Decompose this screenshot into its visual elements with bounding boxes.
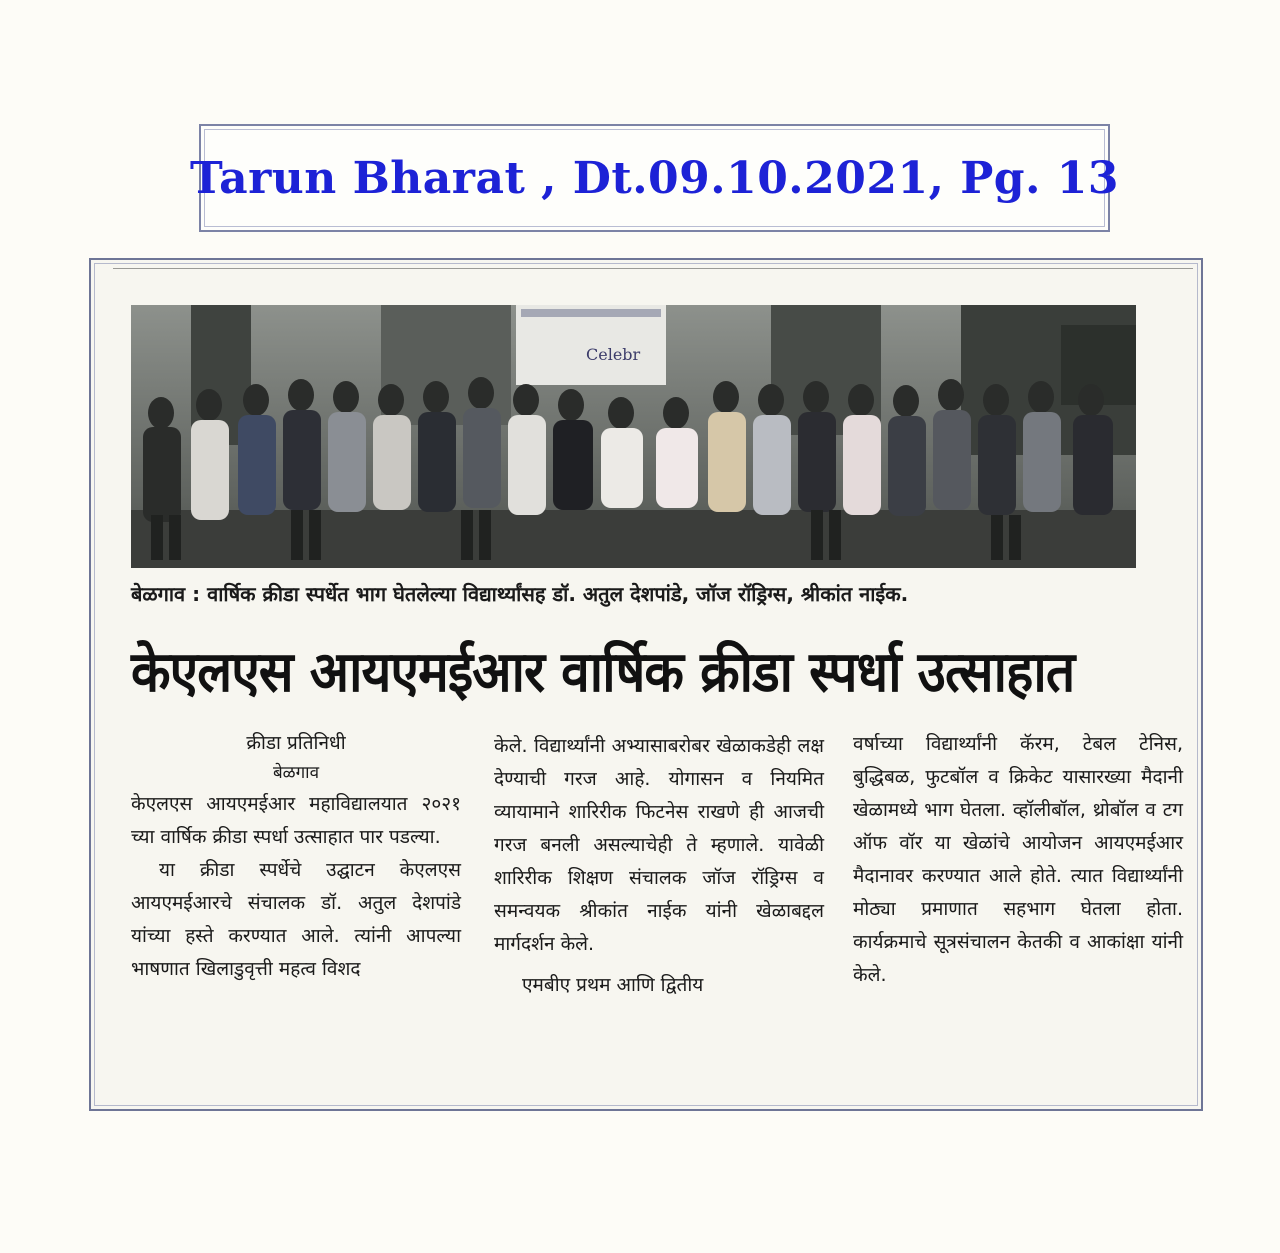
article-column-1 <box>131 728 461 986</box>
paragraph: केले. विद्यार्थ्यांनी अभ्यासाबरोबर खेळाकडेही लक्ष देण्याची गरज आहे. योगासन व नियमित व्यायामाने शारिरीक फिटनेस राखणे ही आजची गरज बनली असल्याचेही ते म्हणाले. यावेळी शारिरीक शिक्षण संचालक जॉज रॉड्रिग्स व समन्वयक श्रीकांत नाईक यांनी खेळाबद्दल मार्गदर्शन केले. <box>494 735 824 955</box>
dateline: बेळगाव <box>272 763 320 783</box>
article-headline: केएलएस आयएमईआर वार्षिक क्रीडा स्पर्धा उत्साहात <box>131 640 1075 705</box>
paragraph: केएलएस आयएमईआर महाविद्यालयात २०२१ च्या वार्षिक क्रीडा स्पर्धा उत्साहात पार पडल्या. <box>131 793 461 848</box>
photo-caption: बेळगाव : वार्षिक क्रीडा स्पर्धेत भाग घेतलेल्या विद्यार्थ्यांसह डॉ. अतुल देशपांडे, जॉज रॉड्रिग्स, श्रीकांत नाईक. <box>131 582 909 606</box>
paragraph: वर्षाच्या विद्यार्थ्यांनी कॅरम, टेबल टेनिस, बुद्धिबळ, फुटबॉल व क्रिकेट यासारख्या मैदानी खेळामध्ये भाग घेतला. व्हॉलीबॉल, थ्रोबॉल व टग ऑफ वॉर या खेळांचे आयोजन आयएमईआर मैदानावर करण्यात आले होते. त्यात विद्यार्थ्यांनी मोठ्या प्रमाणात सहभाग घेतला होता. कार्यक्रमाचे सूत्रसंचालन केतकी व आकांक्षा यांनी केले. <box>853 733 1183 986</box>
banner-text: Celebr <box>586 345 641 364</box>
paragraph: या क्रीडा स्पर्धेचे उद्घाटन केएलएस आयएमईआरचे संचालक डॉ. अतुल देशपांडे यांच्या हस्ते करण्यात आले. त्यांनी आपल्या भाषणात खिलाडुवृत्ती महत्व विशद <box>131 859 461 980</box>
article-column-3 <box>853 728 1183 992</box>
article-column-2 <box>494 730 824 1002</box>
byline: क्रीडा प्रतिनिधी <box>246 732 346 754</box>
header-box <box>190 124 1119 232</box>
paragraph: एमबीए प्रथम आणि द्वितीय <box>522 974 704 996</box>
page-title: Tarun Bharat , Dt.09.10.2021, Pg. 13 <box>190 152 1119 204</box>
newspaper-clipping <box>89 258 1203 1111</box>
divider <box>113 268 1193 269</box>
group-photo <box>131 305 1136 568</box>
